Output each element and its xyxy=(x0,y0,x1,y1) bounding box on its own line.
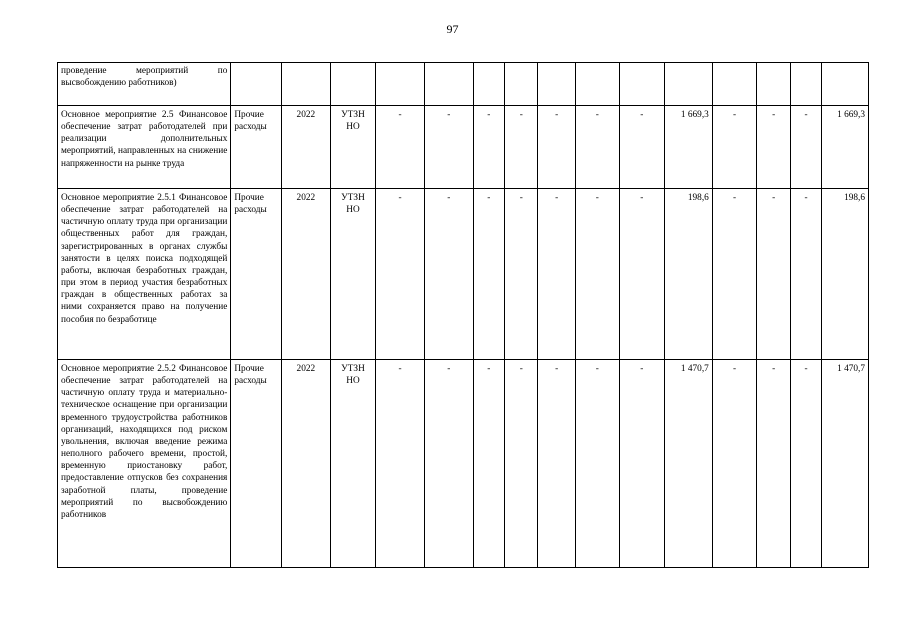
value-cell: - xyxy=(790,360,821,568)
value-cell: - xyxy=(619,106,665,189)
value-cell: - xyxy=(757,360,790,568)
page-number: 97 xyxy=(446,22,459,36)
value-cell xyxy=(473,63,504,106)
value-cell: - xyxy=(790,189,821,360)
value-cell: - xyxy=(619,360,665,568)
expense-type-cell: Прочие расходы xyxy=(231,106,282,189)
value-cell: - xyxy=(712,360,757,568)
row-description: Основное мероприятие 2.5.2 Финансовое обеспечение затрат работодателей на частичную оплату труда и материально-техническое оснащение при организации временного трудоустройства работников организаций, находящихся под риском увольнения, включая введение режима неполного рабочего времени, простой, временную приостановку работ, предоставление отпусков без сохранения заработной платы, проведение мероприятий по высвобождению работников xyxy=(58,360,231,568)
table-body xyxy=(58,63,869,568)
table-row xyxy=(58,106,869,189)
value-cell: - xyxy=(757,189,790,360)
value-cell xyxy=(790,63,821,106)
year-cell: 2022 xyxy=(282,106,331,189)
value-cell: - xyxy=(376,360,425,568)
total-cell xyxy=(822,63,869,106)
table-row xyxy=(58,360,869,568)
value-cell xyxy=(712,63,757,106)
value-cell: - xyxy=(473,189,504,360)
total-cell: 1 669,3 xyxy=(822,106,869,189)
value-cell xyxy=(424,63,473,106)
table-row xyxy=(58,63,869,106)
value-cell xyxy=(575,63,619,106)
executor-cell xyxy=(330,63,376,106)
value-cell: - xyxy=(790,106,821,189)
value-cell: - xyxy=(538,360,576,568)
year-cell: 2022 xyxy=(282,360,331,568)
row-description: проведение мероприятий по высвобождению работников) xyxy=(58,63,231,106)
value-cell: 198,6 xyxy=(665,189,713,360)
value-cell: - xyxy=(505,106,538,189)
value-cell: - xyxy=(505,189,538,360)
value-cell: - xyxy=(575,106,619,189)
value-cell xyxy=(665,63,713,106)
value-cell: - xyxy=(473,106,504,189)
value-cell: - xyxy=(575,189,619,360)
value-cell: 1 470,7 xyxy=(665,360,713,568)
value-cell: - xyxy=(376,106,425,189)
year-cell: 2022 xyxy=(282,189,331,360)
value-cell xyxy=(757,63,790,106)
value-cell: - xyxy=(538,106,576,189)
year-cell xyxy=(282,63,331,106)
expense-type-cell: Прочие расходы xyxy=(231,360,282,568)
total-cell: 1 470,7 xyxy=(822,360,869,568)
executor-cell: УТЗН НО xyxy=(330,360,376,568)
expense-type-cell xyxy=(231,63,282,106)
total-cell: 198,6 xyxy=(822,189,869,360)
value-cell: - xyxy=(505,360,538,568)
value-cell: - xyxy=(575,360,619,568)
value-cell: - xyxy=(712,106,757,189)
value-cell xyxy=(376,63,425,106)
value-cell: - xyxy=(376,189,425,360)
row-description: Основное мероприятие 2.5 Финансовое обеспечение затрат работодателей при реализации дополнительных мероприятий, направленных на снижение напряженности на рынке труда xyxy=(58,106,231,189)
value-cell: - xyxy=(619,189,665,360)
budget-table xyxy=(57,62,869,568)
expense-type-cell: Прочие расходы xyxy=(231,189,282,360)
value-cell: - xyxy=(424,189,473,360)
value-cell xyxy=(505,63,538,106)
value-cell: - xyxy=(424,360,473,568)
value-cell: - xyxy=(538,189,576,360)
value-cell xyxy=(619,63,665,106)
value-cell: - xyxy=(473,360,504,568)
value-cell: 1 669,3 xyxy=(665,106,713,189)
row-description: Основное мероприятие 2.5.1 Финансовое обеспечение затрат работодателей на частичную оплату труда при организации общественных работ для граждан, зарегистрированных в органах службы занятости в целях поиска подходящей работы, включая безработных граждан, при этом в период участия безработных граждан в общественных работах за ними сохраняется право на получение пособия по безработице xyxy=(58,189,231,360)
executor-cell: УТЗН НО xyxy=(330,106,376,189)
value-cell: - xyxy=(712,189,757,360)
value-cell: - xyxy=(424,106,473,189)
value-cell xyxy=(538,63,576,106)
table-row xyxy=(58,189,869,360)
value-cell: - xyxy=(757,106,790,189)
executor-cell: УТЗН НО xyxy=(330,189,376,360)
